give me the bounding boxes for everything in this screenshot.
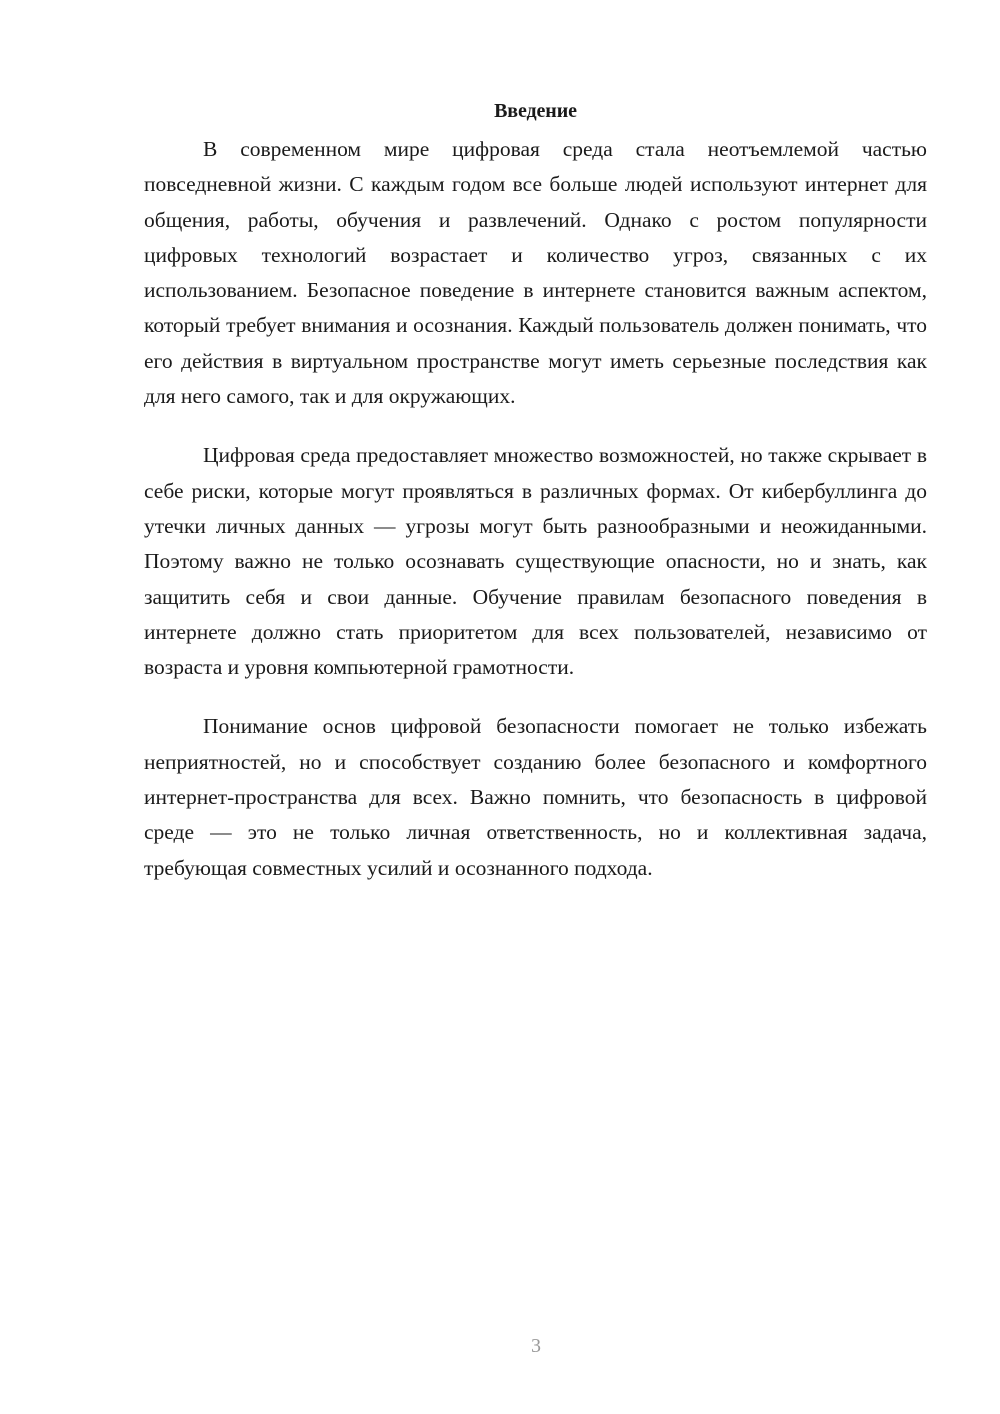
paragraph-2: Цифровая среда предоставляет множество возможностей, но также скрывает в себе риски, которые могут проявляться в различных формах. От кибербуллинга до утечки личных данных — угрозы могут быть разнообразными и неожиданными. Поэтому важно не только осознавать существующие опасности, но и знать, как защитить себя и свои данные. Обучение правилам безопасного поведения в интернете должно стать приоритетом для всех пользователей, независимо от возраста и уровня компьютерной грамотности. — [144, 443, 927, 680]
page-content — [144, 96, 927, 910]
page-number: 3 — [531, 1335, 541, 1357]
paragraph-1: В современном мире цифровая среда стала неотъемлемой частью повседневной жизни. С каждым годом все больше людей используют интернет для общения, работы, обучения и развлечений. Однако с ростом популярности цифровых технологий возрастает и количество угроз, связанных с их использованием. Безопасное поведение в интернете становится важным аспектом, который требует внимания и осознания. Каждый пользователь должен понимать, что его действия в виртуальном пространстве могут иметь серьезные последствия как для него самого, так и для окружающих. — [144, 137, 927, 409]
section-heading: Введение — [494, 100, 577, 122]
paragraph-3: Понимание основ цифровой безопасности помогает не только избежать неприятностей, но и способствует созданию более безопасного и комфортного интернет-пространства для всех. Важно помнить, что безопасность в цифровой среде — это не только личная ответственность, но и коллективная задача, требующая совместных усилий и осознанного подхода. — [144, 714, 927, 880]
